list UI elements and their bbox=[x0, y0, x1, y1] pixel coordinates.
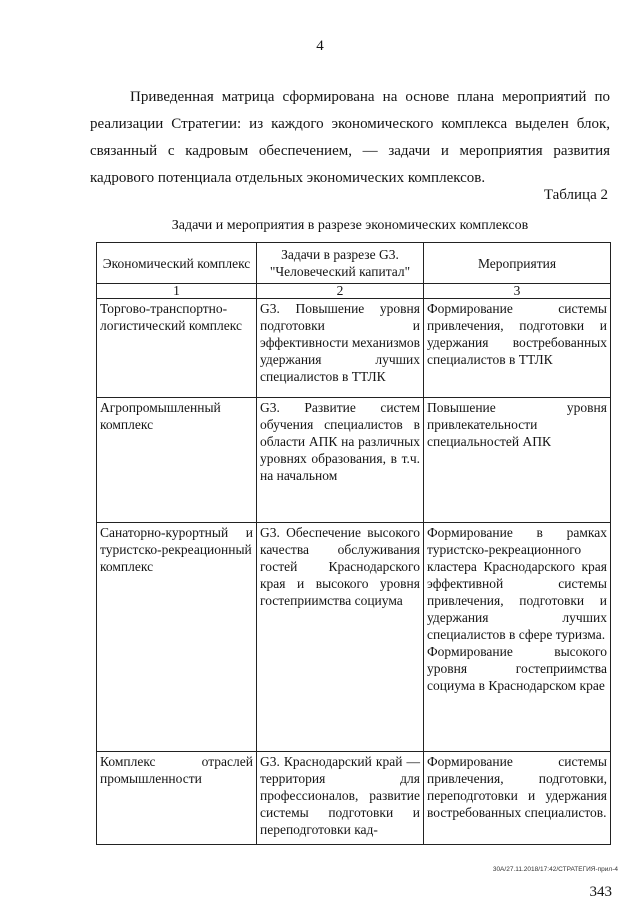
measure-text: Формирование системы привлечения, подготовки, переподготовки и удержания востребованных специалистов. bbox=[427, 754, 607, 820]
table-header-row bbox=[97, 243, 611, 284]
table-caption: Задачи и мероприятия в разрезе экономических комплексов bbox=[171, 218, 529, 233]
measures-cell bbox=[424, 398, 611, 523]
measures-cell bbox=[424, 752, 611, 845]
tasks-measures-table bbox=[96, 242, 611, 845]
header-complex: Экономический комплекс bbox=[97, 243, 257, 284]
table-row bbox=[97, 398, 611, 523]
intro-paragraph bbox=[90, 84, 610, 192]
complex-cell: Санаторно-курортный и туристско-рекреационный комплекс bbox=[97, 523, 257, 752]
document-code: 30А/27.11.2018/17:42/СТРАТЕГИЯ-прил-4 bbox=[492, 866, 618, 873]
intro-text: Приведенная матрица сформирована на основе плана мероприятий по реализации Стратегии: из каждого экономического комплекса выделен блок, связанный с кадровым обеспечением, — задачи и мероприятия развития кадрового потенциала отдельных экономических комплексов. bbox=[90, 89, 610, 186]
column-number: 2 bbox=[257, 284, 424, 299]
measure-text: Формирование системы привлечения, подготовки и удержания востребованных специалистов в ТТЛК bbox=[427, 301, 607, 367]
measures-cell bbox=[424, 299, 611, 398]
table-label: Таблица 2 bbox=[543, 187, 608, 203]
task-cell: G3. Развитие систем обучения специалистов в области АПК на различных уровнях образования, в т.ч. на начальном bbox=[257, 398, 424, 523]
task-cell: G3. Повышение уровня подготовки и эффективности механизмов удержания лучших специалистов в ТТЛК bbox=[257, 299, 424, 398]
table-row bbox=[97, 752, 611, 845]
column-number-row bbox=[97, 284, 611, 299]
footer-page-number: 343 bbox=[589, 884, 612, 900]
table-row bbox=[97, 523, 611, 752]
task-cell: G3. Краснодарский край — территория для профессионалов, развитие системы подготовки и переподготовки кад- bbox=[257, 752, 424, 845]
header-measures: Мероприятия bbox=[424, 243, 611, 284]
complex-cell: Торгово-транспортно-логистический комплекс bbox=[97, 299, 257, 398]
complex-cell: Комплекс отраслей промышленности bbox=[97, 752, 257, 845]
measures-cell bbox=[424, 523, 611, 752]
column-number: 1 bbox=[97, 284, 257, 299]
column-number: 3 bbox=[424, 284, 611, 299]
measure-text: Повышение уровня привлекательности специальностей АПК bbox=[427, 400, 607, 449]
complex-cell: Агропромышленный комплекс bbox=[97, 398, 257, 523]
header-tasks: Задачи в разрезе G3. "Человеческий капитал" bbox=[257, 243, 424, 284]
measure-text: Формирование высокого уровня гостеприимства социума в Краснодарском крае bbox=[427, 644, 607, 693]
page-number: 4 bbox=[316, 38, 324, 54]
task-cell: G3. Обеспечение высокого качества обслуживания гостей Краснодарского края и высокого уровня гостеприимства социума bbox=[257, 523, 424, 752]
measure-text: Формирование в рамках туристско-рекреационного кластера Краснодарского края эффективной системы привлечения, подготовки и удержания лучших специалистов в сфере туризма. bbox=[427, 525, 607, 642]
table-row bbox=[97, 299, 611, 398]
